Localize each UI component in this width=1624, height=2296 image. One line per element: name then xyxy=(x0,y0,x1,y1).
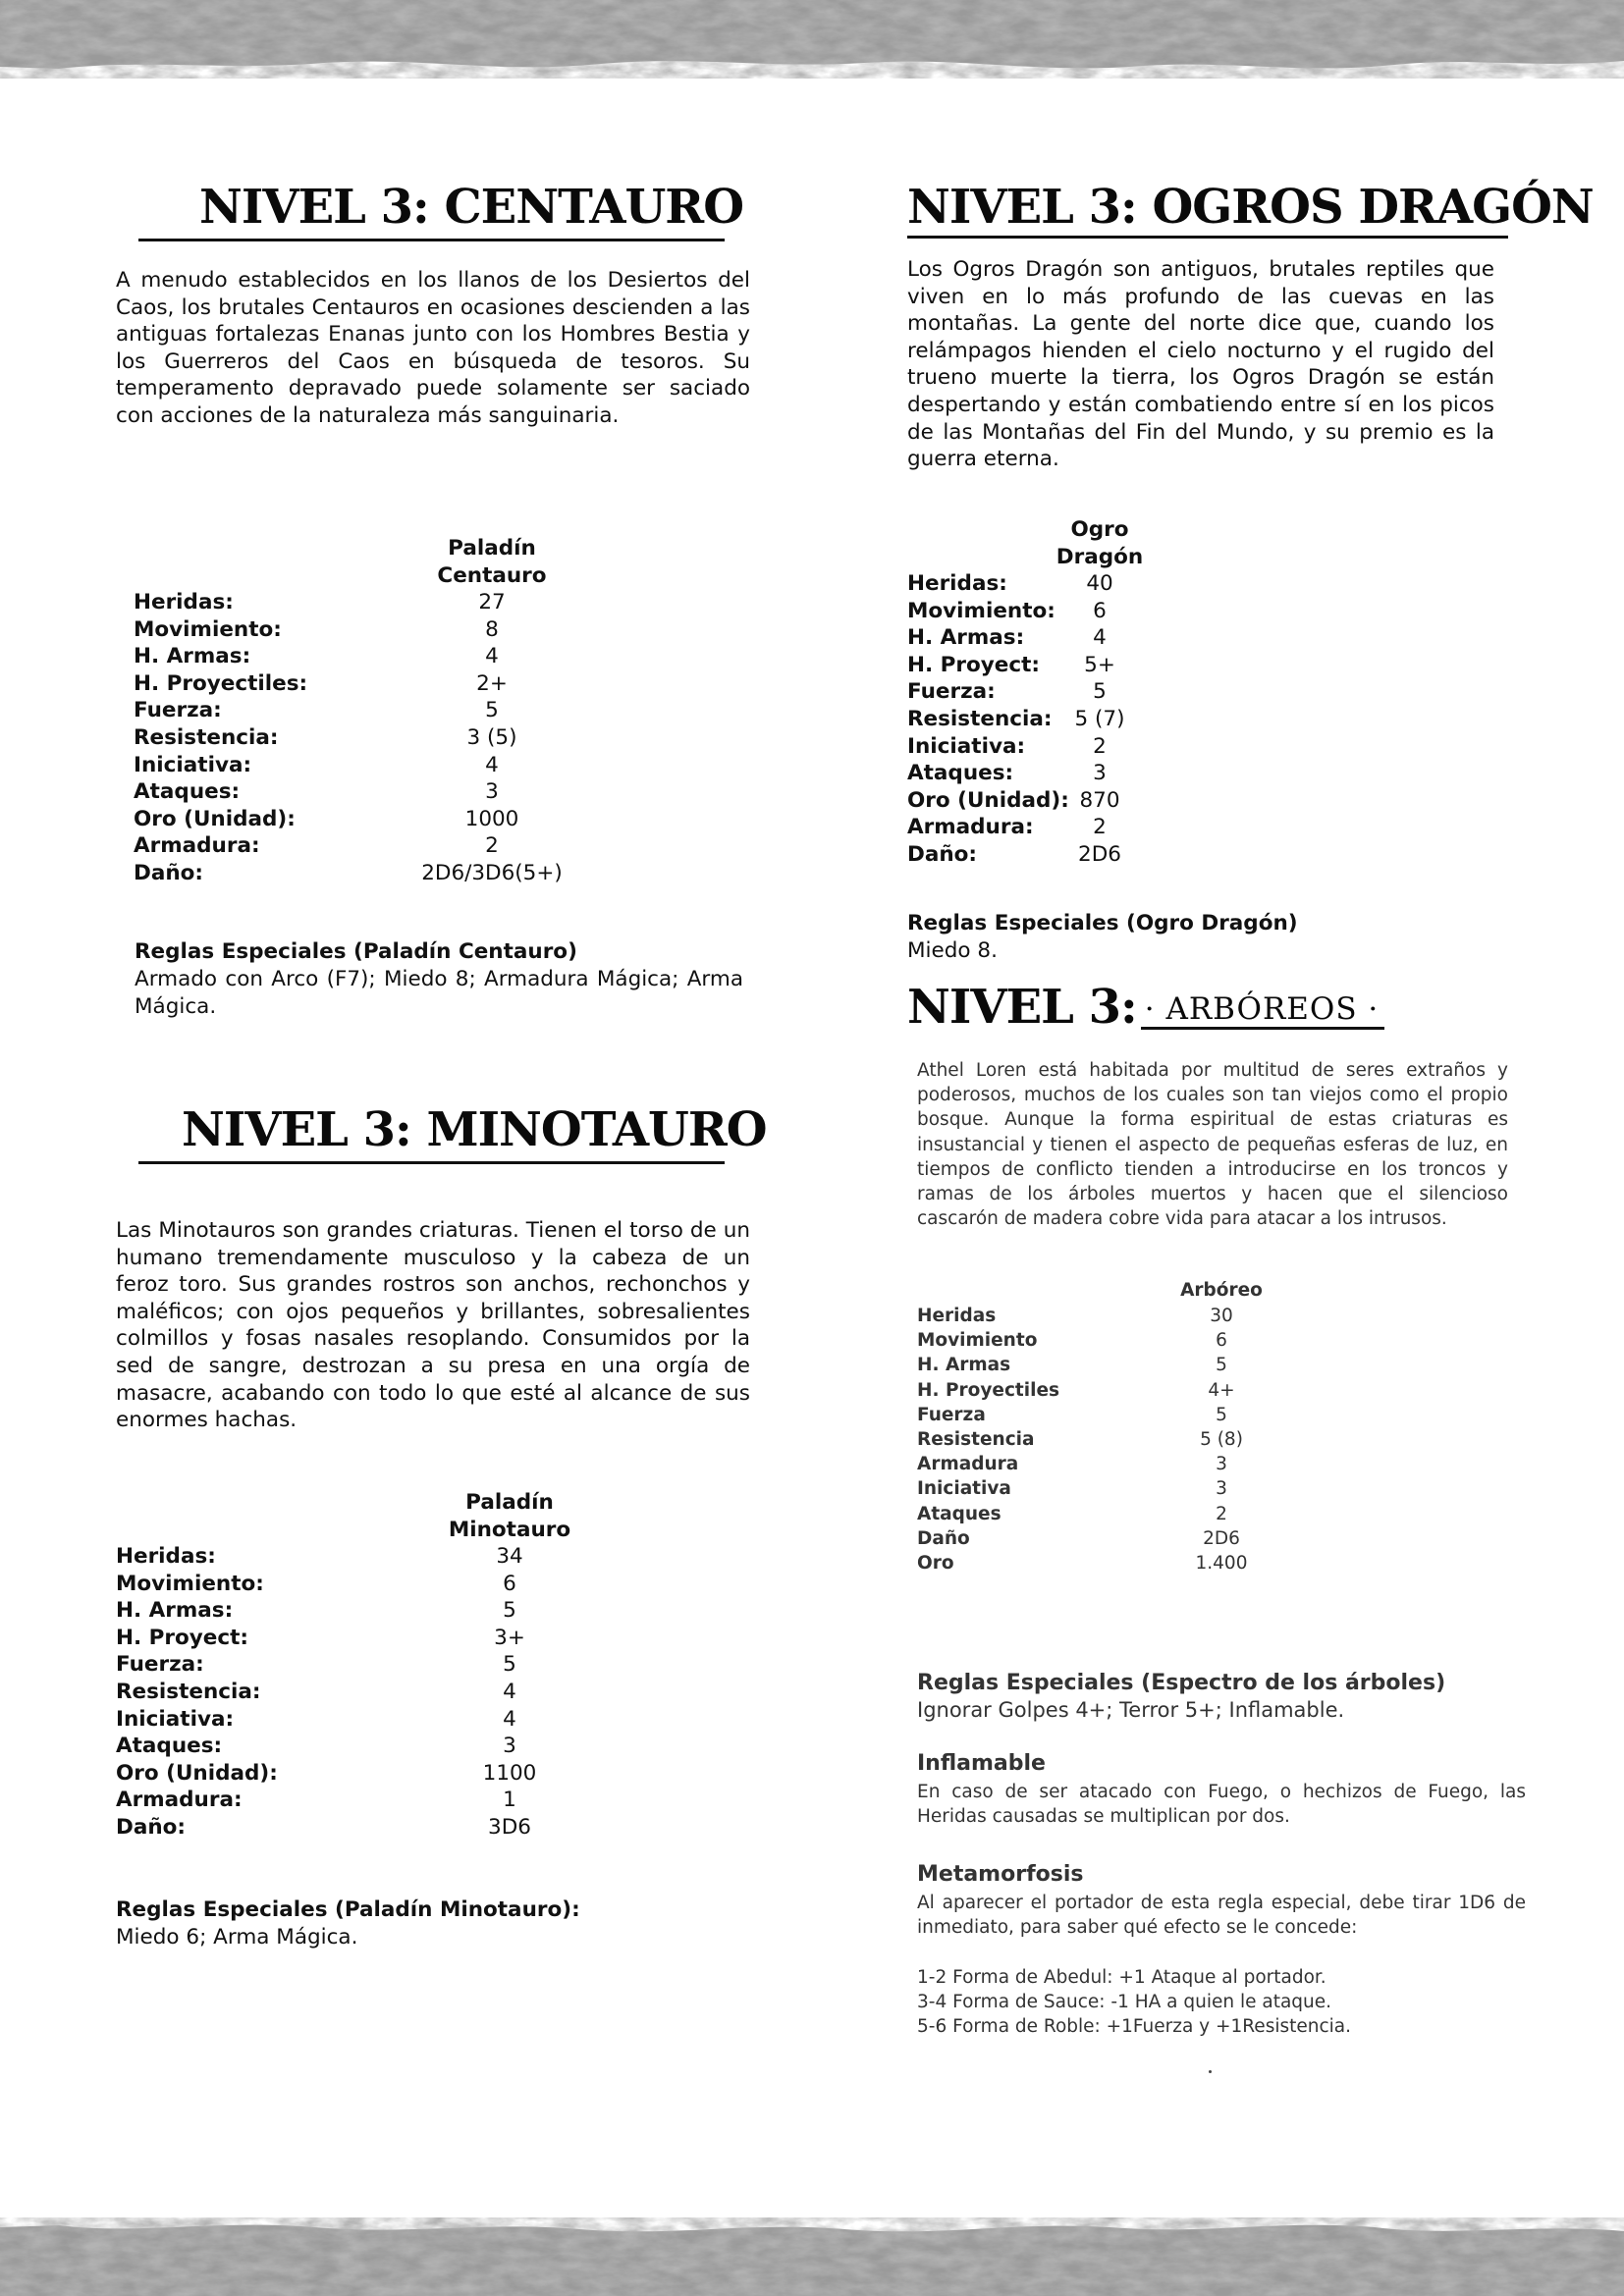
stat-value: 2 xyxy=(485,833,499,859)
metamorfosis-line: 3-4 Forma de Sauce: -1 HA a quien le ataque. xyxy=(917,1992,1332,2013)
stat-row xyxy=(134,724,624,752)
stat-value: 30 xyxy=(1210,1306,1233,1326)
stat-value: 4 xyxy=(503,1706,516,1732)
stat-label: Iniciativa: xyxy=(116,1706,235,1732)
stat-row xyxy=(907,814,1202,841)
stat-label: Heridas: xyxy=(116,1544,216,1569)
stat-value: 5 xyxy=(1093,679,1107,705)
decorative-dot xyxy=(1209,2070,1212,2073)
stat-label: Heridas: xyxy=(907,571,1007,596)
arboreos-description: Athel Loren está habitada por multitud de seres extraños y poderosos, muchos de los cuales son tan viejos como el propio bosque. Aunque la forma espiritual de estas criaturas es insustancial y tienen el aspecto de pequeñas esferas de luz, en tiempos de conflicto tienden a introducirse en los troncos y ramas de los árboles muertos y hacen que el silencioso cascarón de madera cobre vida para atacar a los intrusos. xyxy=(917,1060,1508,1230)
stat-value: 1100 xyxy=(482,1760,537,1786)
stat-label: H. Proyectiles: xyxy=(134,670,308,696)
stat-label: Armadura: xyxy=(907,815,1034,840)
stat-label: Daño: xyxy=(907,841,978,867)
stat-label: H. Armas xyxy=(917,1355,1011,1376)
stat-row xyxy=(907,598,1202,625)
arboreos-header: Arbóreo xyxy=(1180,1280,1263,1301)
stat-value: 1000 xyxy=(464,806,519,831)
stat-row xyxy=(907,760,1202,787)
metamorfosis-list xyxy=(917,1965,1526,2040)
stat-value: 6 xyxy=(503,1571,516,1596)
ogros-rules-heading: Reglas Especiales (Ogro Dragón) xyxy=(907,911,1298,935)
stat-label: Fuerza: xyxy=(907,679,996,705)
stat-row xyxy=(917,1427,1310,1452)
stat-row xyxy=(116,1814,626,1842)
stat-row xyxy=(907,706,1202,733)
stat-label: H. Armas: xyxy=(116,1598,234,1624)
stat-label: H. Armas: xyxy=(134,644,251,669)
stat-value: 27 xyxy=(478,590,506,614)
arboreos-title xyxy=(907,980,1384,1035)
stat-label: Heridas xyxy=(917,1306,997,1326)
stat-label: Movimiento: xyxy=(134,616,282,642)
stat-value: 2D6/3D6(5+) xyxy=(421,860,563,885)
stat-label: Movimiento xyxy=(917,1330,1038,1352)
stat-label: H. Proyectiles xyxy=(917,1379,1060,1401)
stat-value: 3 xyxy=(1216,1478,1227,1500)
stat-row xyxy=(907,570,1202,598)
stat-value: 870 xyxy=(1079,787,1120,813)
stat-value: 5 xyxy=(1216,1404,1227,1425)
metamorfosis-intro: Al aparecer el portador de esta regla especial, debe tirar 1D6 de inmediato, para saber qué efecto se le concede: xyxy=(917,1893,1526,1939)
stat-row xyxy=(907,733,1202,761)
stat-value: 5 (8) xyxy=(1200,1428,1243,1450)
stat-row xyxy=(917,1502,1310,1526)
stat-row xyxy=(917,1304,1310,1328)
stat-row xyxy=(134,697,624,724)
stat-value: 5 (7) xyxy=(1074,706,1125,731)
ogros-header-line1: Ogro xyxy=(1070,517,1129,542)
stat-value: 8 xyxy=(485,616,499,642)
stat-row xyxy=(134,832,624,860)
stat-value: 1.400 xyxy=(1195,1552,1248,1574)
stat-value: 6 xyxy=(1216,1330,1227,1352)
stat-label: Resistencia: xyxy=(907,706,1053,731)
stat-value: 5 xyxy=(1216,1355,1227,1376)
grunge-border-top xyxy=(0,0,1624,93)
stat-row xyxy=(917,1476,1310,1501)
stat-value: 3 xyxy=(1216,1454,1227,1475)
stat-row xyxy=(917,1378,1310,1403)
stat-label: Armadura xyxy=(917,1454,1019,1475)
stat-value: 4 xyxy=(1093,625,1107,651)
stat-value: 3+ xyxy=(494,1625,525,1650)
ogros-rules-text: Miedo 8. xyxy=(907,938,998,963)
stat-label: Iniciativa xyxy=(917,1478,1011,1500)
stat-row xyxy=(917,1526,1310,1551)
stat-value: 3 xyxy=(485,779,499,805)
stat-label: Ataques xyxy=(917,1503,1001,1524)
centauro-title: NIVEL 3: CENTAURO xyxy=(199,180,744,235)
stat-value: 4 xyxy=(503,1679,516,1704)
ogros-header-line2: Dragón xyxy=(1056,544,1144,569)
ogros-description: Los Ogros Dragón son antiguos, brutales reptiles que viven en lo más profundo de las cuevas en las montañas. La gente del norte dice que, cuando los relámpagos hienden el cielo nocturno y el rugido del trueno muerte la tierra, los Ogros Dragón se están despertando y están combatiendo entre sí en los picos de las Montañas del Fin del Mundo, y su premio es la guerra eterna. xyxy=(907,257,1494,472)
stat-value: 5 xyxy=(485,698,499,723)
stat-value: 5 xyxy=(503,1598,516,1624)
minotauro-description: Las Minotauros son grandes criaturas. Tienen el torso de un humano tremendamente musculoso y la cabeza de un feroz toro. Sus grandes rostros son anchos, rechonchos y maléficos; con ojos pequeños y brillantes, sobresalientes colmillos y fosas nasales resoplando. Consumidos por la sed de sangre, destrozan a su presa en una orgía de masacre, acabando con todo lo que esté al alcance de sus enormes hachas. xyxy=(116,1218,750,1433)
stat-label: Movimiento: xyxy=(907,598,1056,623)
stat-row xyxy=(116,1597,626,1625)
stat-label: Heridas: xyxy=(134,590,234,614)
stat-label: H. Proyect: xyxy=(116,1625,248,1650)
stat-row xyxy=(907,652,1202,679)
stat-label: Armadura: xyxy=(116,1788,243,1813)
stat-value: 2 xyxy=(1093,733,1107,759)
minotauro-header-line2: Minotauro xyxy=(448,1517,571,1542)
stat-label: Oro (Unidad): xyxy=(134,806,296,831)
stat-label: Daño: xyxy=(116,1814,187,1840)
stat-row xyxy=(116,1760,626,1788)
minotauro-rules-text: Miedo 6; Arma Mágica. xyxy=(116,1925,358,1949)
stat-row xyxy=(907,624,1202,652)
minotauro-header-line1: Paladín xyxy=(465,1490,554,1515)
metamorfosis-heading: Metamorfosis xyxy=(917,1862,1084,1887)
stat-row xyxy=(917,1551,1310,1575)
stat-value: 3 xyxy=(1093,761,1107,786)
stat-label: Iniciativa: xyxy=(907,733,1026,759)
stat-label: Resistencia: xyxy=(116,1679,261,1704)
stat-value: 40 xyxy=(1086,571,1113,596)
stat-value: 2D6 xyxy=(1203,1527,1240,1549)
stat-label: H. Proyect: xyxy=(907,652,1040,677)
stat-row xyxy=(907,678,1202,706)
stat-row xyxy=(917,1328,1310,1353)
stat-row xyxy=(134,670,624,698)
centauro-rules-heading: Reglas Especiales (Paladín Centauro) xyxy=(135,939,577,964)
ogros-title-underline xyxy=(907,236,1508,239)
stat-value: 4 xyxy=(485,644,499,669)
stat-label: Iniciativa: xyxy=(134,752,252,777)
stat-value: 34 xyxy=(496,1544,523,1569)
stat-row xyxy=(134,616,624,644)
stat-row xyxy=(917,1353,1310,1377)
stat-value: 3 (5) xyxy=(466,724,517,750)
stat-label: Fuerza: xyxy=(134,698,222,723)
centauro-title-underline xyxy=(138,239,725,241)
stat-label: Oro xyxy=(917,1552,954,1574)
stat-label: Oro (Unidad): xyxy=(907,787,1069,813)
stat-label: Movimiento: xyxy=(116,1571,264,1596)
stat-row xyxy=(134,589,624,616)
stat-value: 6 xyxy=(1093,598,1107,623)
stat-row xyxy=(116,1787,626,1814)
stat-row xyxy=(134,860,624,887)
arboreos-rules-heading: Reglas Especiales (Espectro de los árboles) xyxy=(917,1671,1446,1695)
minotauro-rules-heading: Reglas Especiales (Paladín Minotauro): xyxy=(116,1897,580,1922)
stat-label: Oro (Unidad): xyxy=(116,1760,278,1786)
inflamable-heading: Inflamable xyxy=(917,1751,1046,1776)
stat-row xyxy=(907,841,1202,869)
arboreos-rules-text: Ignorar Golpes 4+; Terror 5+; Inflamable. xyxy=(917,1698,1345,1722)
metamorfosis-line: 1-2 Forma de Abedul: +1 Ataque al portador. xyxy=(917,1967,1326,1988)
centauro-rules-text: Armado con Arco (F7); Miedo 8; Armadura Mágica; Arma Mágica. xyxy=(135,967,743,1019)
stat-label: Fuerza: xyxy=(116,1652,204,1678)
stat-value: 2D6 xyxy=(1078,841,1121,867)
stat-row xyxy=(116,1543,626,1571)
centauro-header-line2: Centauro xyxy=(437,562,547,588)
stat-row xyxy=(134,778,624,806)
stat-row xyxy=(116,1733,626,1760)
stat-label: Resistencia xyxy=(917,1428,1035,1450)
stat-value: 4+ xyxy=(1208,1379,1235,1401)
inflamable-text: En caso de ser atacado con Fuego, o hechizos de Fuego, las Heridas causadas se multiplican por dos. xyxy=(917,1782,1526,1828)
stat-value: 3 xyxy=(503,1734,516,1759)
grunge-border-bottom xyxy=(0,2198,1624,2296)
stat-label: Resistencia: xyxy=(134,724,279,750)
stat-value: 2+ xyxy=(476,670,508,696)
stat-row xyxy=(116,1706,626,1734)
stat-value: 5 xyxy=(503,1652,516,1678)
arboreos-title-prefix: NIVEL 3: xyxy=(907,980,1137,1035)
arboreos-title-sub: · ARBÓREOS · xyxy=(1141,991,1385,1030)
stat-row xyxy=(907,787,1202,815)
stat-row xyxy=(116,1625,626,1652)
stat-row xyxy=(917,1452,1310,1476)
stat-row xyxy=(134,643,624,670)
stat-label: Fuerza xyxy=(917,1404,986,1425)
minotauro-title: NIVEL 3: MINOTAURO xyxy=(182,1102,767,1157)
centauro-header-line1: Paladín xyxy=(448,536,536,561)
stat-value: 5+ xyxy=(1084,652,1115,677)
stat-row xyxy=(116,1679,626,1706)
stat-row xyxy=(116,1651,626,1679)
stat-value: 1 xyxy=(503,1788,516,1813)
stat-label: Daño: xyxy=(134,860,204,885)
stat-label: Ataques: xyxy=(907,761,1014,786)
stat-label: Daño xyxy=(917,1527,970,1549)
stat-row xyxy=(116,1571,626,1598)
stat-row xyxy=(134,752,624,779)
stat-value: 2 xyxy=(1216,1503,1227,1524)
stat-label: Armadura: xyxy=(134,833,260,859)
ogros-title: NIVEL 3: OGROS DRAGÓN xyxy=(907,180,1594,235)
stat-label: H. Armas: xyxy=(907,625,1025,651)
stat-row xyxy=(134,806,624,833)
stat-value: 2 xyxy=(1093,815,1107,840)
stat-label: Ataques: xyxy=(134,779,241,805)
stat-value: 3D6 xyxy=(488,1814,531,1840)
stat-row xyxy=(917,1403,1310,1427)
arboreos-stats-table xyxy=(917,1304,1310,1575)
centauro-description: A menudo establecidos en los llanos de los Desiertos del Caos, los brutales Centauros en ocasiones descienden a las antiguas fortalezas Enanas junto con los Hombres Bestia y los Guerreros del Caos en búsqueda de tesoros. Su temperamento depravado puede solamente ser saciado con acciones de la naturaleza más sanguinaria. xyxy=(116,268,750,428)
metamorfosis-line: 5-6 Forma de Roble: +1Fuerza y +1Resistencia. xyxy=(917,2016,1351,2038)
stat-value: 4 xyxy=(485,752,499,777)
stat-label: Ataques: xyxy=(116,1734,223,1759)
minotauro-title-underline xyxy=(138,1161,725,1164)
